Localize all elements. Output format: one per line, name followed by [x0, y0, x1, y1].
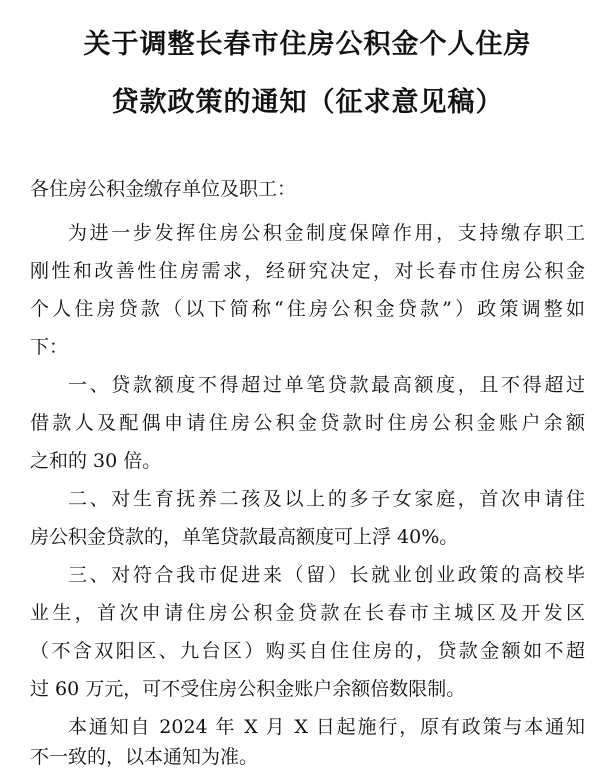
closing-paragraph-line: 本通知自 2024 年 X 月 X 日起施行，原有政策与本通知 — [68, 716, 585, 738]
intro-paragraph-line: 刚性和改善性住房需求，经研究决定，对长春市住房公积金 — [30, 260, 585, 282]
intro-paragraph-line: 下： — [30, 336, 69, 358]
intro-paragraph-line: 个人住房贷款（以下简称“住房公积金贷款”）政策调整如 — [30, 298, 585, 320]
policy-item-1-line: 一、贷款额度不得超过单笔贷款最高额度，且不得超过 — [68, 374, 585, 396]
policy-item-3-line: 过 60 万元，可不受住房公积金账户余额倍数限制。 — [30, 678, 466, 700]
policy-item-2-line: 二、对生育抚养二孩及以上的多子女家庭，首次申请住 — [68, 488, 585, 510]
policy-item-3-line: （不含双阳区、九台区）购买自住住房的，贷款金额如不超 — [30, 640, 585, 662]
intro-paragraph-line: 为进一步发挥住房公积金制度保障作用，支持缴存职工 — [68, 222, 585, 244]
closing-paragraph-line: 不一致的，以本通知为准。 — [30, 746, 259, 768]
policy-item-3-line: 三、对符合我市促进来（留）长就业创业政策的高校毕 — [68, 564, 585, 586]
document-title-line-1: 关于调整长春市住房公积金个人住房 — [83, 29, 532, 60]
policy-item-3-line: 业生，首次申请住房公积金贷款在长春市主城区及开发区 — [30, 602, 585, 624]
policy-item-1-line: 之和的 30 倍。 — [30, 450, 162, 472]
document-title-line-2: 贷款政策的通知（征求意见稿） — [111, 87, 504, 118]
salutation: 各住房公积金缴存单位及职工： — [30, 178, 297, 200]
policy-item-1-line: 借款人及配偶申请住房公积金贷款时住房公积金账户余额 — [30, 412, 585, 434]
policy-item-2-line: 房公积金贷款的，单笔贷款最高额度可上浮 40%。 — [30, 526, 459, 548]
